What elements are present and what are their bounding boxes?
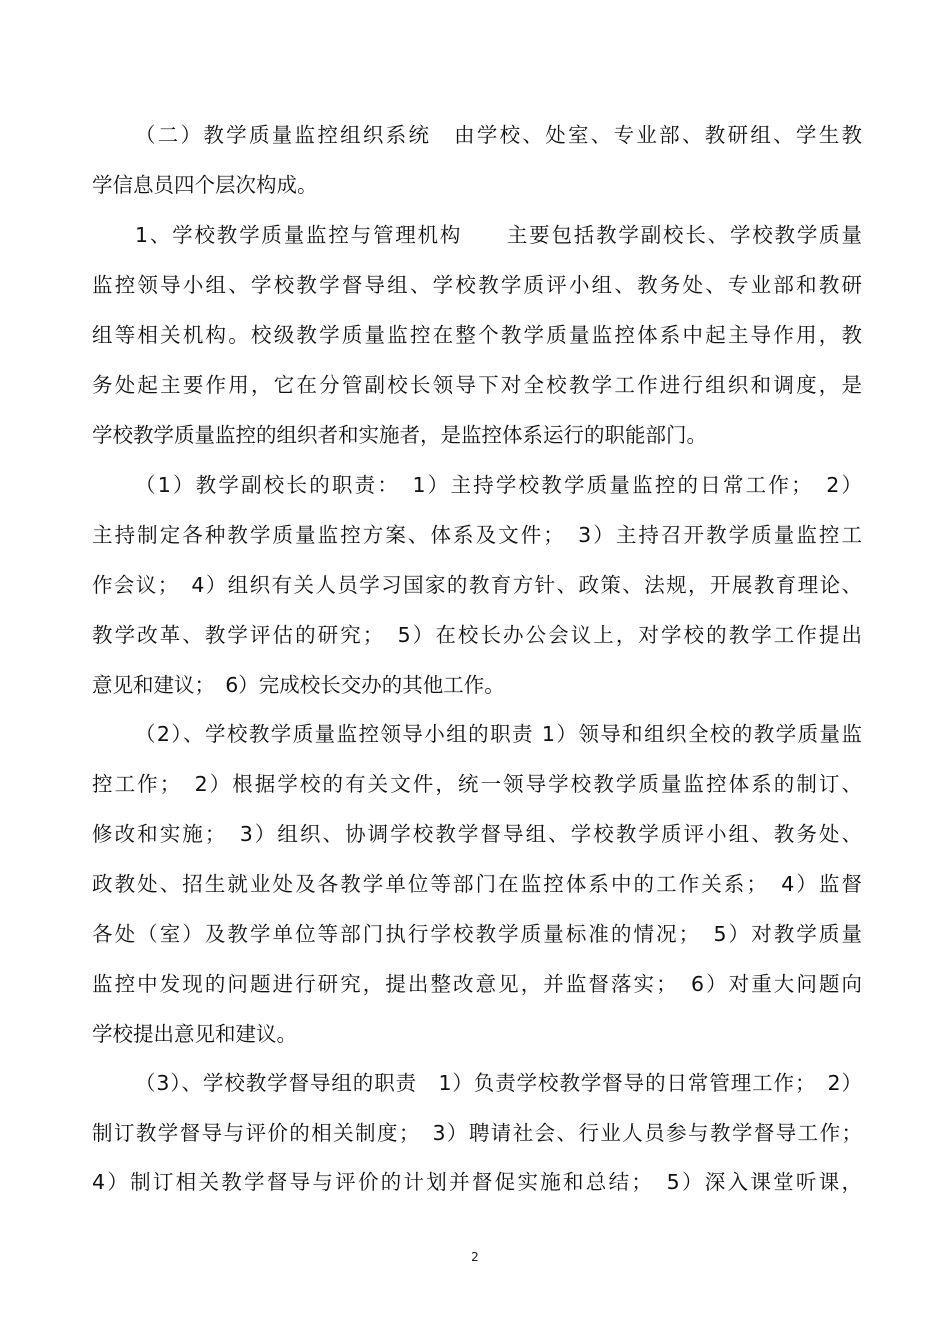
- text-line: （二）教学质量监控组织系统 由学校、处室、专业部、教研组、学生教: [135, 123, 862, 147]
- text-line: （1）教学副校长的职责： 1）主持学校教学质量监控的日常工作； 2）: [135, 473, 862, 497]
- text-line: 各处（室）及教学单位等部门执行学校教学质量标准的情况； 5）对教学质量: [92, 922, 862, 946]
- text-line: 作会议； 4）组织有关人员学习国家的教育方针、政策、法规，开展教育理论、: [92, 573, 862, 597]
- text-line: 学校提出意见和建议。: [92, 1022, 297, 1046]
- text-line: 监控领导小组、学校教学督导组、学校教学质评小组、教务处、专业部和教研: [92, 273, 862, 297]
- text-line: 4）制订相关教学督导与评价的计划并督促实施和总结； 5）深入课堂听课，: [92, 1170, 862, 1194]
- text-line: 监控中发现的问题进行研究，提出整改意见，并监督落实； 6）对重大问题向: [92, 972, 862, 996]
- text-line: （2）、学校教学质量监控领导小组的职责 1）领导和组织全校的教学质量监: [135, 722, 862, 746]
- text-line: 1、学校教学质量监控与管理机构 主要包括教学副校长、学校教学质量: [135, 223, 862, 247]
- text-line: 政教处、招生就业处及各教学单位等部门在监控体系中的工作关系； 4）监督: [92, 872, 862, 896]
- text-line: 教学改革、教学评估的研究； 5）在校长办公会议上，对学校的教学工作提出: [92, 623, 862, 647]
- text-line: 学校教学质量监控的组织者和实施者，是监控体系运行的职能部门。: [92, 423, 707, 447]
- text-line: （3）、学校教学督导组的职责 1）负责学校教学督导的日常管理工作； 2）: [135, 1071, 862, 1095]
- text-line: 主持制定各种教学质量监控方案、体系及文件； 3）主持召开教学质量监控工: [92, 523, 862, 547]
- text-line: 控工作； 2）根据学校的有关文件，统一领导学校教学质量监控体系的制订、: [92, 772, 862, 796]
- text-line: 学信息员四个层次构成。: [92, 173, 318, 197]
- text-line: 务处起主要作用，它在分管副校长领导下对全校教学工作进行组织和调度，是: [92, 373, 862, 397]
- text-line: 意见和建议； 6）完成校长交办的其他工作。: [92, 673, 505, 697]
- text-line: 修改和实施； 3）组织、协调学校教学督导组、学校教学质评小组、教务处、: [92, 822, 862, 846]
- text-line: 制订教学督导与评价的相关制度； 3）聘请社会、行业人员参与教学督导工作；: [92, 1121, 862, 1145]
- page-number: 2: [471, 1250, 479, 1264]
- text-line: 组等相关机构。校级教学质量监控在整个教学质量监控体系中起主导作用，教: [92, 323, 862, 347]
